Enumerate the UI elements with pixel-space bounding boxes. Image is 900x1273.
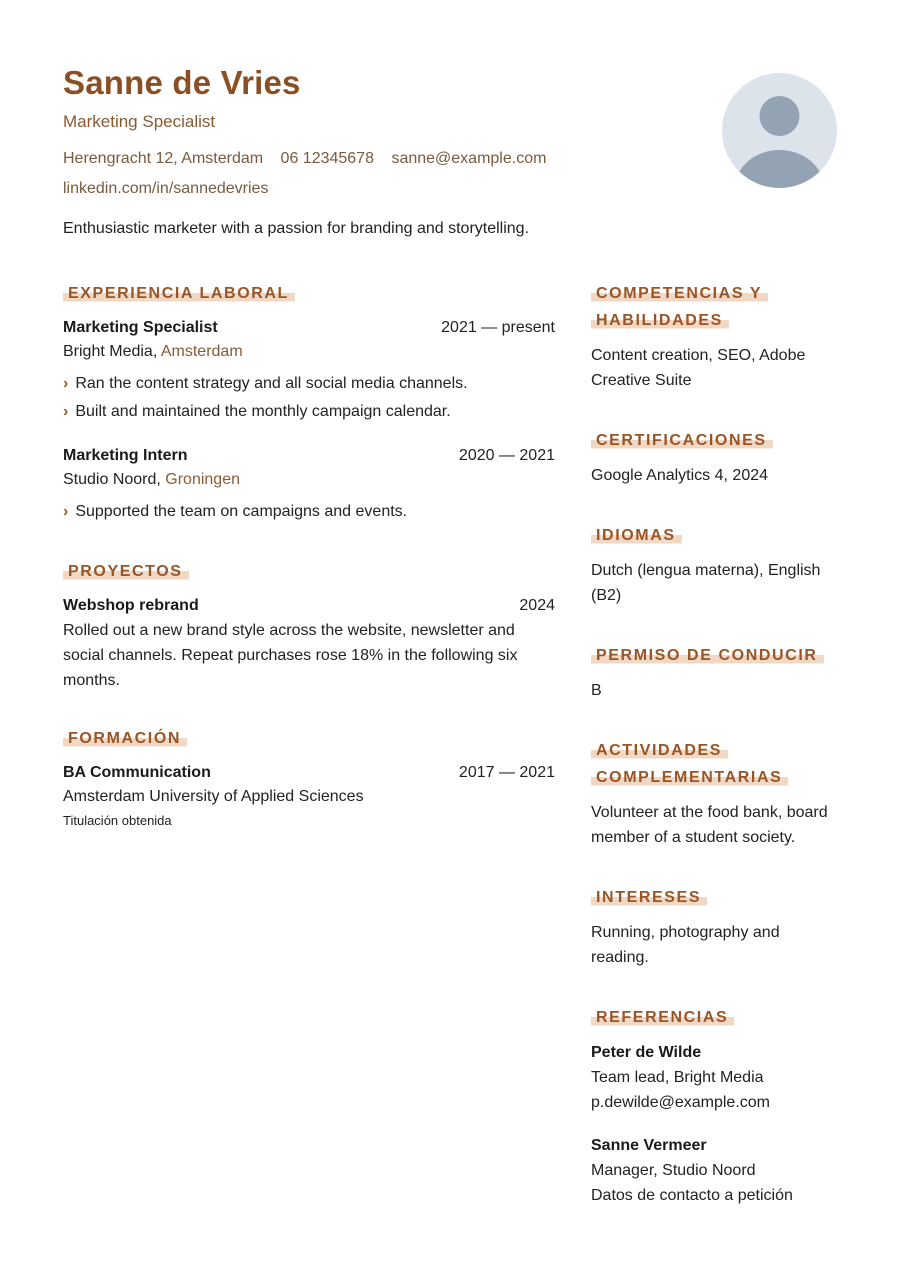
- section-heading: INTERESES: [591, 889, 707, 906]
- references-section: [591, 1004, 841, 1208]
- section-heading: CERTIFICACIONES: [591, 432, 773, 449]
- job-location: Amsterdam: [160, 343, 243, 360]
- project-year: 2024: [519, 597, 555, 614]
- contact-phone: 06 12345678: [280, 150, 374, 167]
- reference-contact: Datos de contacto a petición: [591, 1187, 793, 1204]
- list-item: › Supported the team on campaigns and events.: [63, 503, 408, 520]
- contact-linkedin[interactable]: linkedin.com/in/sannedevries: [63, 180, 269, 197]
- project-entry: [63, 594, 555, 693]
- languages-section: [591, 522, 841, 608]
- reference-entry: [591, 1040, 841, 1115]
- education-note: Titulación obtenida: [63, 813, 172, 828]
- job-role: Marketing Specialist: [63, 319, 218, 336]
- certifications-text: Google Analytics 4, 2024: [591, 467, 769, 484]
- list-item: › Ran the content strategy and all social media channels.: [63, 375, 468, 392]
- job-role: Marketing Intern: [63, 447, 188, 464]
- activities-section: [591, 737, 841, 850]
- section-heading: FORMACIÓN: [63, 730, 187, 747]
- job-company: Studio Noord, Groningen: [63, 471, 240, 488]
- section-heading: EXPERIENCIA LABORAL: [63, 285, 295, 302]
- reference-contact[interactable]: p.dewilde@example.com: [591, 1094, 770, 1111]
- projects-section: [63, 558, 555, 693]
- main-column: [63, 280, 555, 863]
- education-entry: [63, 761, 555, 831]
- skills-text: Content creation, SEO, Adobe Creative Suite: [591, 347, 806, 389]
- contact-line: [63, 148, 683, 170]
- profile-summary: Enthusiastic marketer with a passion for branding and storytelling.: [63, 220, 530, 237]
- skills-section: [591, 280, 841, 393]
- activities-text: Volunteer at the food bank, board member of a student society.: [591, 804, 828, 846]
- license-section: [591, 642, 841, 703]
- contact-address: Herengracht 12, Amsterdam: [63, 150, 264, 167]
- education-dates: 2017 — 2021: [458, 764, 555, 781]
- section-heading: PERMISO DE CONDUCIR: [591, 647, 824, 664]
- section-heading: COMPETENCIAS Y HABILIDADES: [591, 285, 768, 329]
- experience-entry: [63, 444, 555, 526]
- certifications-section: [591, 427, 841, 488]
- languages-text: Dutch (lengua materna), English (B2): [591, 562, 821, 604]
- resume-header: [63, 62, 683, 200]
- reference-name: Sanne Vermeer: [591, 1137, 707, 1154]
- avatar-placeholder-icon: [722, 73, 837, 188]
- contact-email[interactable]: sanne@example.com: [391, 150, 547, 167]
- chevron-right-icon: ›: [63, 375, 69, 392]
- project-name: Webshop rebrand: [63, 597, 199, 614]
- chevron-right-icon: ›: [63, 403, 69, 420]
- side-column: [591, 280, 841, 1242]
- education-degree: BA Communication: [63, 764, 211, 781]
- experience-entry: [63, 316, 555, 426]
- job-location: Groningen: [165, 471, 240, 488]
- section-heading: REFERENCIAS: [591, 1009, 734, 1026]
- chevron-right-icon: ›: [63, 503, 69, 520]
- job-company: Bright Media, Amsterdam: [63, 343, 243, 360]
- experience-section: [63, 280, 555, 526]
- reference-name: Peter de Wilde: [591, 1044, 702, 1061]
- profile-photo: [722, 73, 837, 188]
- section-heading: IDIOMAS: [591, 527, 682, 544]
- section-heading: PROYECTOS: [63, 563, 189, 580]
- job-dates: 2020 — 2021: [458, 447, 555, 464]
- job-bullets: [63, 370, 555, 426]
- interests-text: Running, photography and reading.: [591, 924, 780, 966]
- education-section: [63, 725, 555, 831]
- section-heading: ACTIVIDADES COMPLEMENTARIAS: [591, 742, 788, 786]
- list-item: › Built and maintained the monthly campaign calendar.: [63, 403, 451, 420]
- interests-section: [591, 884, 841, 970]
- reference-entry: [591, 1133, 841, 1208]
- reference-role: Manager, Studio Noord: [591, 1162, 756, 1179]
- project-description: Rolled out a new brand style across the website, newsletter and social channels. Repeat purchases rose 18% in the following six months.: [63, 622, 518, 689]
- reference-role: Team lead, Bright Media: [591, 1069, 764, 1086]
- candidate-title: Marketing Specialist: [63, 112, 216, 131]
- education-school: Amsterdam University of Applied Sciences: [63, 788, 364, 805]
- job-dates: 2021 — present: [441, 319, 555, 336]
- license-text: B: [591, 682, 602, 699]
- job-bullets: [63, 498, 555, 526]
- candidate-name: Sanne de Vries: [63, 64, 301, 101]
